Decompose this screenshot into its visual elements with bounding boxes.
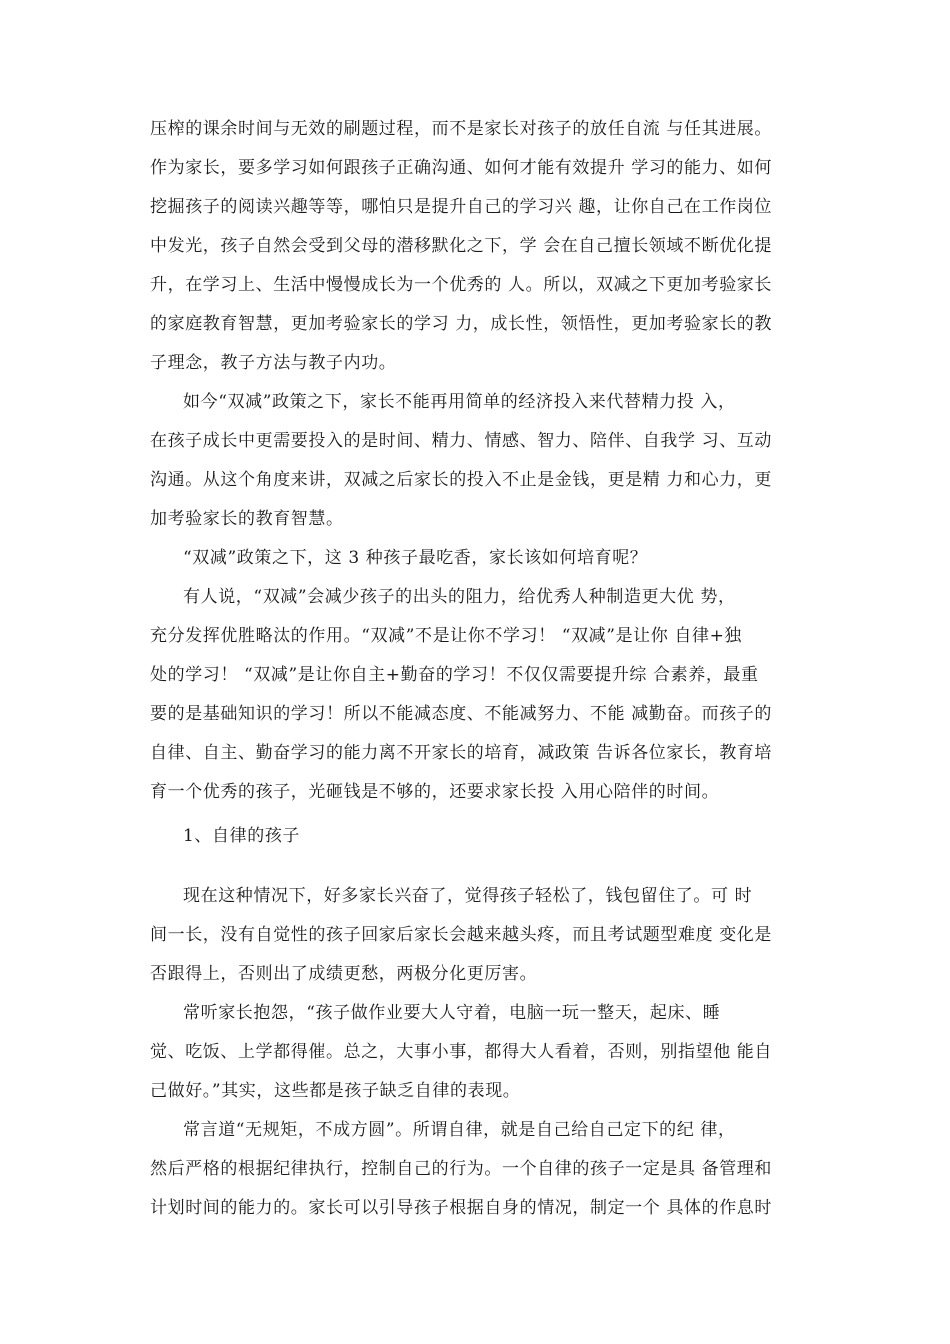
text-line: 常言道“无规矩，不成方圆”。所谓自律，就是自己给自己定下的纪 律， — [183, 1120, 736, 1140]
text-line: 常听家长抱怨，“孩子做作业要大人守着，电脑一玩一整天，起床、睡 — [183, 1003, 721, 1023]
text-line: 然后严格的根据纪律执行，控制自己的行为。一个自律的孩子一定是具 备管理和 — [150, 1159, 773, 1179]
text-line: 计划时间的能力的。家长可以引导孩子根据自身的情况，制定一个 具体的作息时 — [150, 1198, 773, 1218]
text-line: 如今“双减”政策之下，家长不能再用简单的经济投入来代替精力投 入， — [183, 392, 736, 412]
text-line: 中发光，孩子自然会受到父母的潜移默化之下，学 会在自己擅长领域不断优化提 — [150, 236, 773, 256]
text-line: 觉、吃饭、上学都得催。总之，大事小事，都得大人看着，否则，别指望他 能自 — [150, 1042, 773, 1062]
text-line: 挖掘孩子的阅读兴趣等等，哪怕只是提升自己的学习兴 趣，让你自己在工作岗位 — [150, 197, 773, 217]
text-line: 加考验家长的教育智慧。 — [150, 509, 344, 529]
text-line: 育一个优秀的孩子，光砸钱是不够的，还要求家长投 入用心陪伴的时间。 — [150, 782, 720, 802]
document-page — [150, 110, 790, 1228]
text-line: 间一长，没有自觉性的孩子回家后家长会越来越头疼，而且考试题型难度 变化是 — [150, 925, 773, 945]
paragraph-rules-saying — [150, 1111, 790, 1228]
text-line: 沟通。从这个角度来讲，双减之后家长的投入不止是金钱，更是精 力和心力，更 — [150, 470, 773, 490]
text-line: 升，在学习上、生活中慢慢成长为一个优秀的 人。所以，双减之下更加考验家长 — [150, 275, 773, 295]
section-heading: 1、自律的孩子 — [183, 826, 301, 846]
paragraph-three-kinds-question — [150, 539, 790, 578]
paragraph-parent-investment — [150, 383, 790, 539]
text-line: 己做好。”其实，这些都是孩子缺乏自律的表现。 — [150, 1081, 521, 1101]
text-line: 子理念，教子方法与教子内功。 — [150, 353, 397, 373]
paragraph-current-situation — [150, 877, 790, 994]
section-heading-self-discipline — [150, 817, 790, 856]
text-line: 自律、自主、勤奋学习的能力离不开家长的培育，减政策 告诉各位家长，教育培 — [150, 743, 773, 763]
text-line: “双减”政策之下，这 3 种孩子最吃香，家长该如何培育呢？ — [183, 548, 648, 568]
text-line: 充分发挥优胜略汰的作用。“双减”不是让你不学习！ “双减”是让你 自律+独 — [150, 626, 743, 646]
text-line: 处的学习！ “双减”是让你自主+勤奋的学习！不仅仅需要提升综 合素养，最重 — [150, 665, 759, 685]
paragraph-double-reduction-meaning — [150, 578, 790, 812]
text-line: 否跟得上，否则出了成绩更愁，两极分化更厉害。 — [150, 964, 538, 984]
text-line: 压榨的课余时间与无效的刷题过程，而不是家长对孩子的放任自流 与任其进展。 — [150, 119, 773, 139]
text-line: 作为家长，要多学习如何跟孩子正确沟通、如何才能有效提升 学习的能力、如何 — [150, 158, 773, 178]
text-line: 的家庭教育智慧，更加考验家长的学习 力，成长性，领悟性，更加考验家长的教 — [150, 314, 773, 334]
text-line: 在孩子成长中更需要投入的是时间、精力、情感、智力、陪伴、自我学 习、互动 — [150, 431, 773, 451]
text-line: 有人说，“双减”会减少孩子的出头的阻力，给优秀人种制造更大优 势， — [183, 587, 736, 607]
paragraph-parent-complaints — [150, 994, 790, 1111]
text-line: 现在这种情况下，好多家长兴奋了，觉得孩子轻松了，钱包留住了。可 时 — [183, 886, 753, 906]
text-line: 要的是基础知识的学习！所以不能减态度、不能减努力、不能 减勤奋。而孩子的 — [150, 704, 773, 724]
paragraph-homework-pressure — [150, 110, 790, 383]
